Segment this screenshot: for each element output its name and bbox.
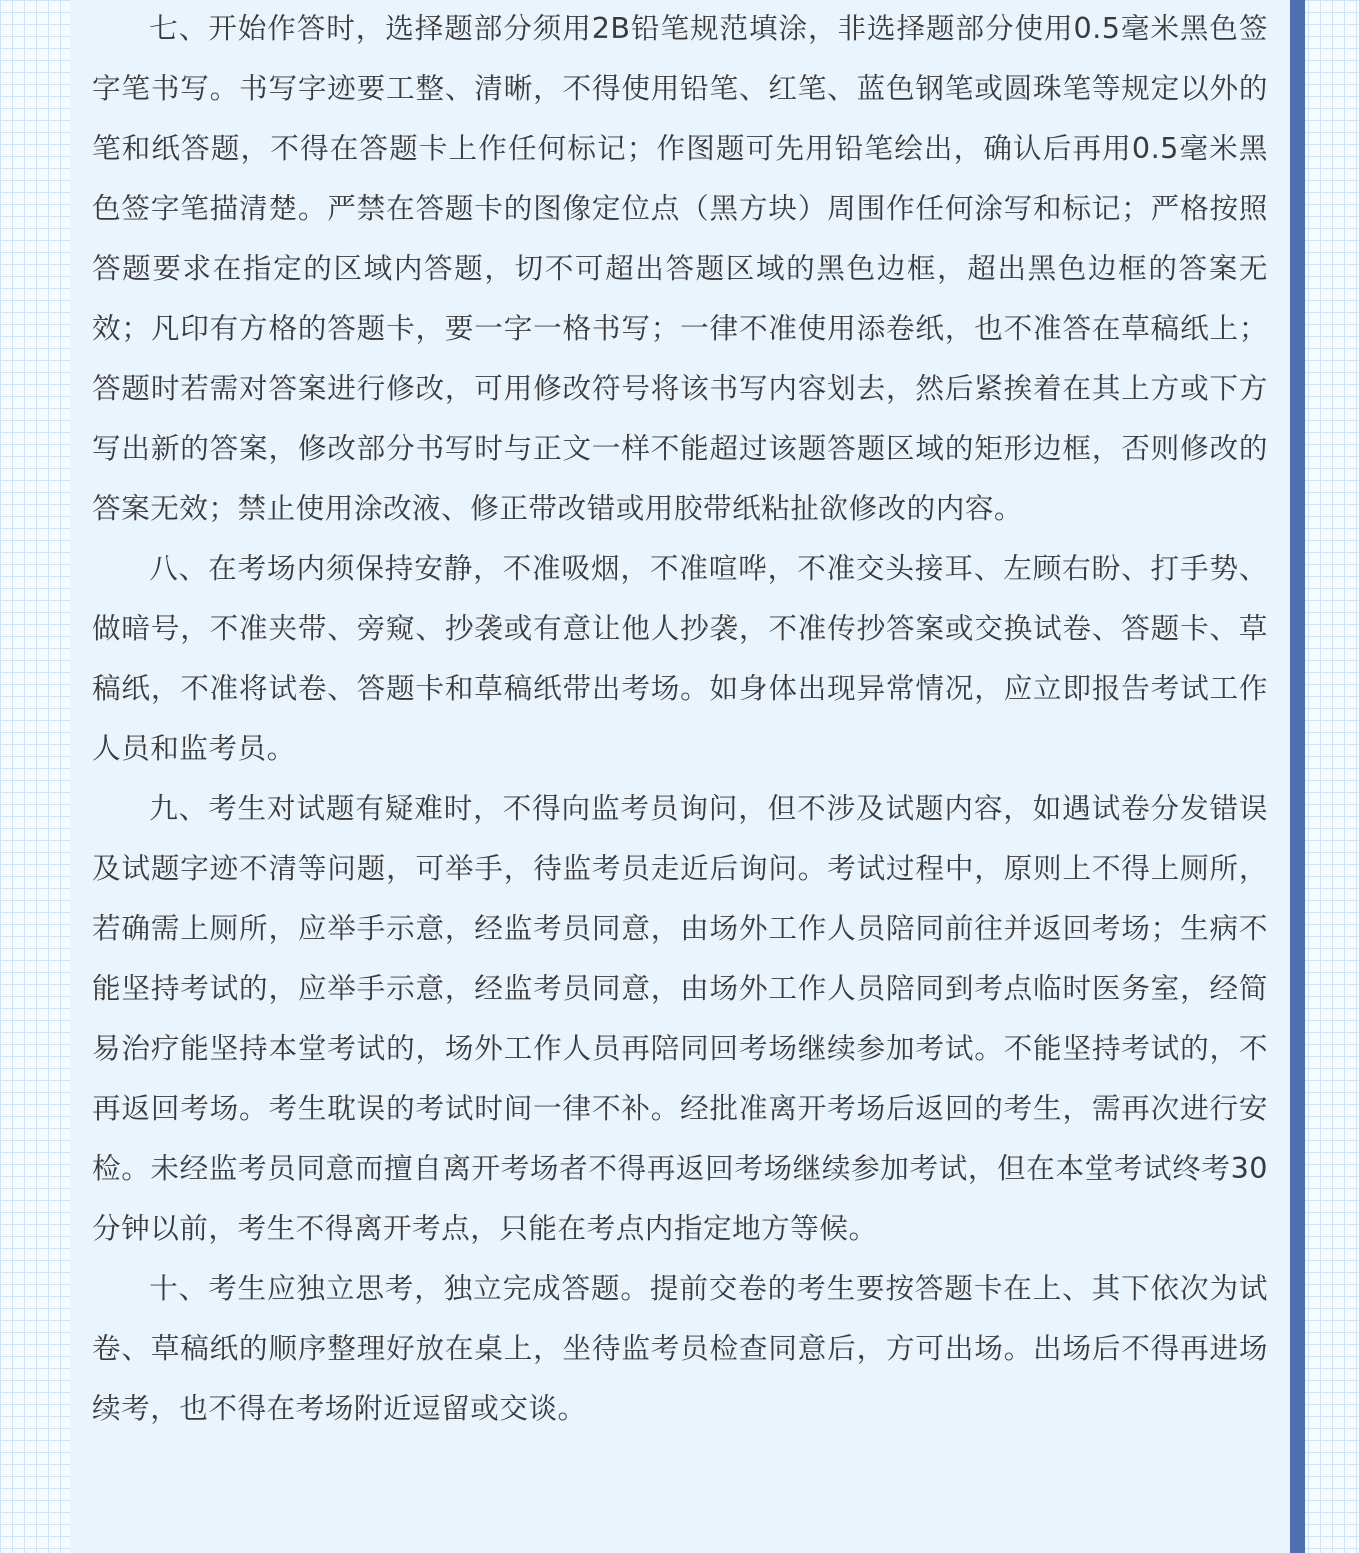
document-panel	[70, 0, 1290, 1553]
rule-paragraph-8: 八、在考场内须保持安静，不准吸烟，不准喧哗，不准交头接耳、左顾右盼、打手势、做暗号，不准夹带、旁窥、抄袭或有意让他人抄袭，不准传抄答案或交换试卷、答题卡、草稿纸，不准将试卷、答题卡和草稿纸带出考场。如身体出现异常情况，应立即报告考试工作人员和监考员。	[92, 551, 1268, 765]
rules-text	[92, 0, 1268, 1438]
decorative-side-bar	[1290, 0, 1305, 1553]
rule-paragraph-9: 九、考生对试题有疑难时，不得向监考员询问，但不涉及试题内容，如遇试卷分发错误及试题字迹不清等问题，可举手，待监考员走近后询问。考试过程中，原则上不得上厕所，若确需上厕所，应举手示意，经监考员同意，由场外工作人员陪同前往并返回考场；生病不能坚持考试的，应举手示意，经监考员同意，由场外工作人员陪同到考点临时医务室，经简易治疗能坚持本堂考试的，场外工作人员再陪同回考场继续参加考试。不能坚持考试的，不再返回考场。考生耽误的考试时间一律不补。经批准离开考场后返回的考生，需再次进行安检。未经监考员同意而擅自离开考场者不得再返回考场继续参加考试，但在本堂考试终考30分钟以前，考生不得离开考点，只能在考点内指定地方等候。	[92, 791, 1268, 1245]
rule-paragraph-7: 七、开始作答时，选择题部分须用2B铅笔规范填涂，非选择题部分使用0.5毫米黑色签字笔书写。书写字迹要工整、清晰，不得使用铅笔、红笔、蓝色钢笔或圆珠笔等规定以外的笔和纸答题，不得在答题卡上作任何标记；作图题可先用铅笔绘出，确认后再用0.5毫米黑色签字笔描清楚。严禁在答题卡的图像定位点（黑方块）周围作任何涂写和标记；严格按照答题要求在指定的区域内答题，切不可超出答题区域的黑色边框，超出黑色边框的答案无效；凡印有方格的答题卡，要一字一格书写；一律不准使用添卷纸，也不准答在草稿纸上；答题时若需对答案进行修改，可用修改符号将该书写内容划去，然后紧挨着在其上方或下方写出新的答案，修改部分书写时与正文一样不能超过该题答题区域的矩形边框，否则修改的答案无效；禁止使用涂改液、修正带改错或用胶带纸粘扯欲修改的内容。	[92, 11, 1268, 525]
rule-paragraph-10: 十、考生应独立思考，独立完成答题。提前交卷的考生要按答题卡在上、其下依次为试卷、草稿纸的顺序整理好放在桌上，坐待监考员检查同意后，方可出场。出场后不得再进场续考，也不得在考场附近逗留或交谈。	[92, 1271, 1268, 1425]
